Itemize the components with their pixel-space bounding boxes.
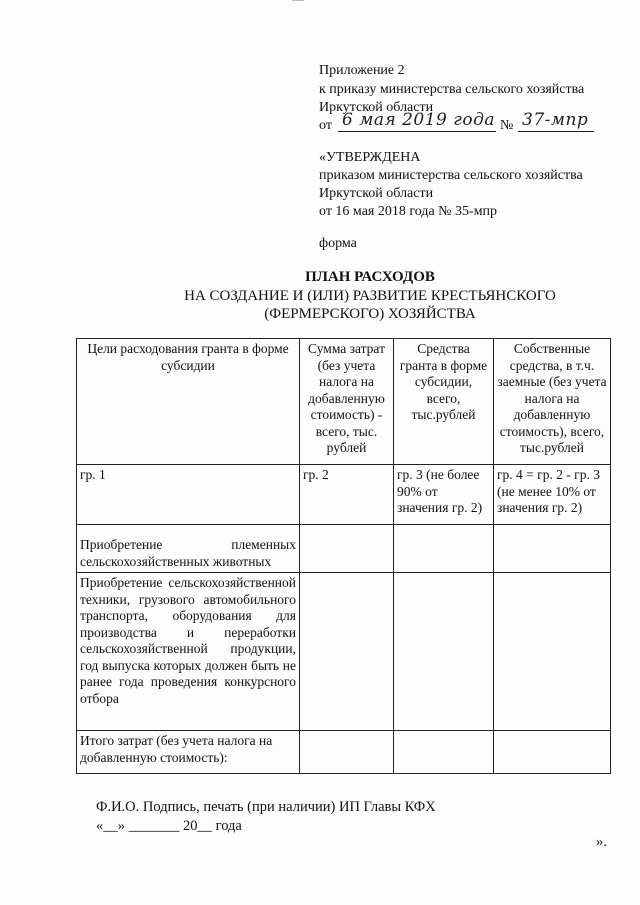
plan-subtitle-2: (ФЕРМЕРСКОГО) ХОЗЯЙСТВА: [264, 306, 476, 322]
scan-mark: [292, 0, 304, 1]
order-reference: к приказу министерства сельского хозяйства: [319, 82, 585, 97]
table-header-row: [77, 339, 611, 465]
row-equipment-total[interactable]: [300, 573, 394, 731]
approval-region: Иркутской области: [319, 186, 434, 201]
row-equipment-label: Приобретение сельскохозяйственной техники, грузового автомобильного транспорта, оборудования для производства и переработки сельскохозяйственной продукции, год выпуска которых должен быть не ранее года проведения конкурсного отбора: [77, 573, 300, 731]
plan-subtitle-1: НА СОЗДАНИЕ И (ИЛИ) РАЗВИТИЕ КРЕСТЬЯНСКОГО: [184, 288, 556, 304]
appendix-title: Приложение 2: [319, 63, 405, 78]
column-numbers-row: [77, 465, 611, 525]
approval-date: от 16 мая 2018 года № 35-мпр: [319, 204, 498, 219]
table-row: [77, 731, 611, 774]
row-livestock-own[interactable]: [494, 525, 611, 573]
approval-title: «УТВЕРЖДЕНА: [319, 150, 421, 165]
date-underline: [338, 131, 496, 132]
header-own-funds: Собственные средства, в т.ч. заемные (без учета налога на добавленную стоимость), всего, тыс.рублей: [494, 339, 611, 465]
handwritten-date: 6 мая 2019 года: [342, 110, 496, 130]
form-label: форма: [319, 236, 357, 251]
row-equipment-grant[interactable]: [394, 573, 494, 731]
row-total-label: Итого затрат (без учета налога на добавленную стоимость):: [77, 731, 300, 774]
expense-plan-table: [76, 338, 611, 774]
row-livestock-total[interactable]: [300, 525, 394, 573]
header-grant-funds: Средства гранта в форме субсидии, всего, тыс.рублей: [394, 339, 494, 465]
row-total-grant[interactable]: [394, 731, 494, 774]
handwritten-number: 37-мпр: [522, 110, 589, 130]
date-fill-line: «__» _______ 20__ года: [96, 818, 242, 834]
date-prefix: от: [319, 118, 332, 133]
column-number-2: гр. 2: [300, 465, 394, 525]
number-underline: [518, 131, 594, 132]
table-row: [77, 573, 611, 731]
column-number-3: гр. 3 (не более 90% от значения гр. 2): [394, 465, 494, 525]
approval-order: приказом министерства сельского хозяйства: [319, 168, 583, 183]
row-equipment-own[interactable]: [494, 573, 611, 731]
signature-line: Ф.И.О. Подпись, печать (при наличии) ИП Главы КФХ: [96, 799, 436, 815]
number-prefix: №: [500, 118, 514, 133]
column-number-1: гр. 1: [77, 465, 300, 525]
header-total-cost: Сумма затрат (без учета налога на добавленную стоимость) - всего, тыс. рублей: [300, 339, 394, 465]
row-total-sum[interactable]: [300, 731, 394, 774]
plan-title: ПЛАН РАСХОДОВ: [305, 269, 435, 285]
row-livestock-grant[interactable]: [394, 525, 494, 573]
row-total-own[interactable]: [494, 731, 611, 774]
header-purpose: Цели расходования гранта в форме субсидии: [77, 339, 300, 465]
table-row: [77, 525, 611, 573]
column-number-4: гр. 4 = гр. 2 - гр. 3 (не менее 10% от значения гр. 2): [494, 465, 611, 525]
closing-quote: ».: [596, 834, 607, 850]
region-name: Иркутской области: [319, 100, 434, 115]
row-livestock-label: Приобретение племенных сельскохозяйственных животных: [77, 525, 300, 573]
